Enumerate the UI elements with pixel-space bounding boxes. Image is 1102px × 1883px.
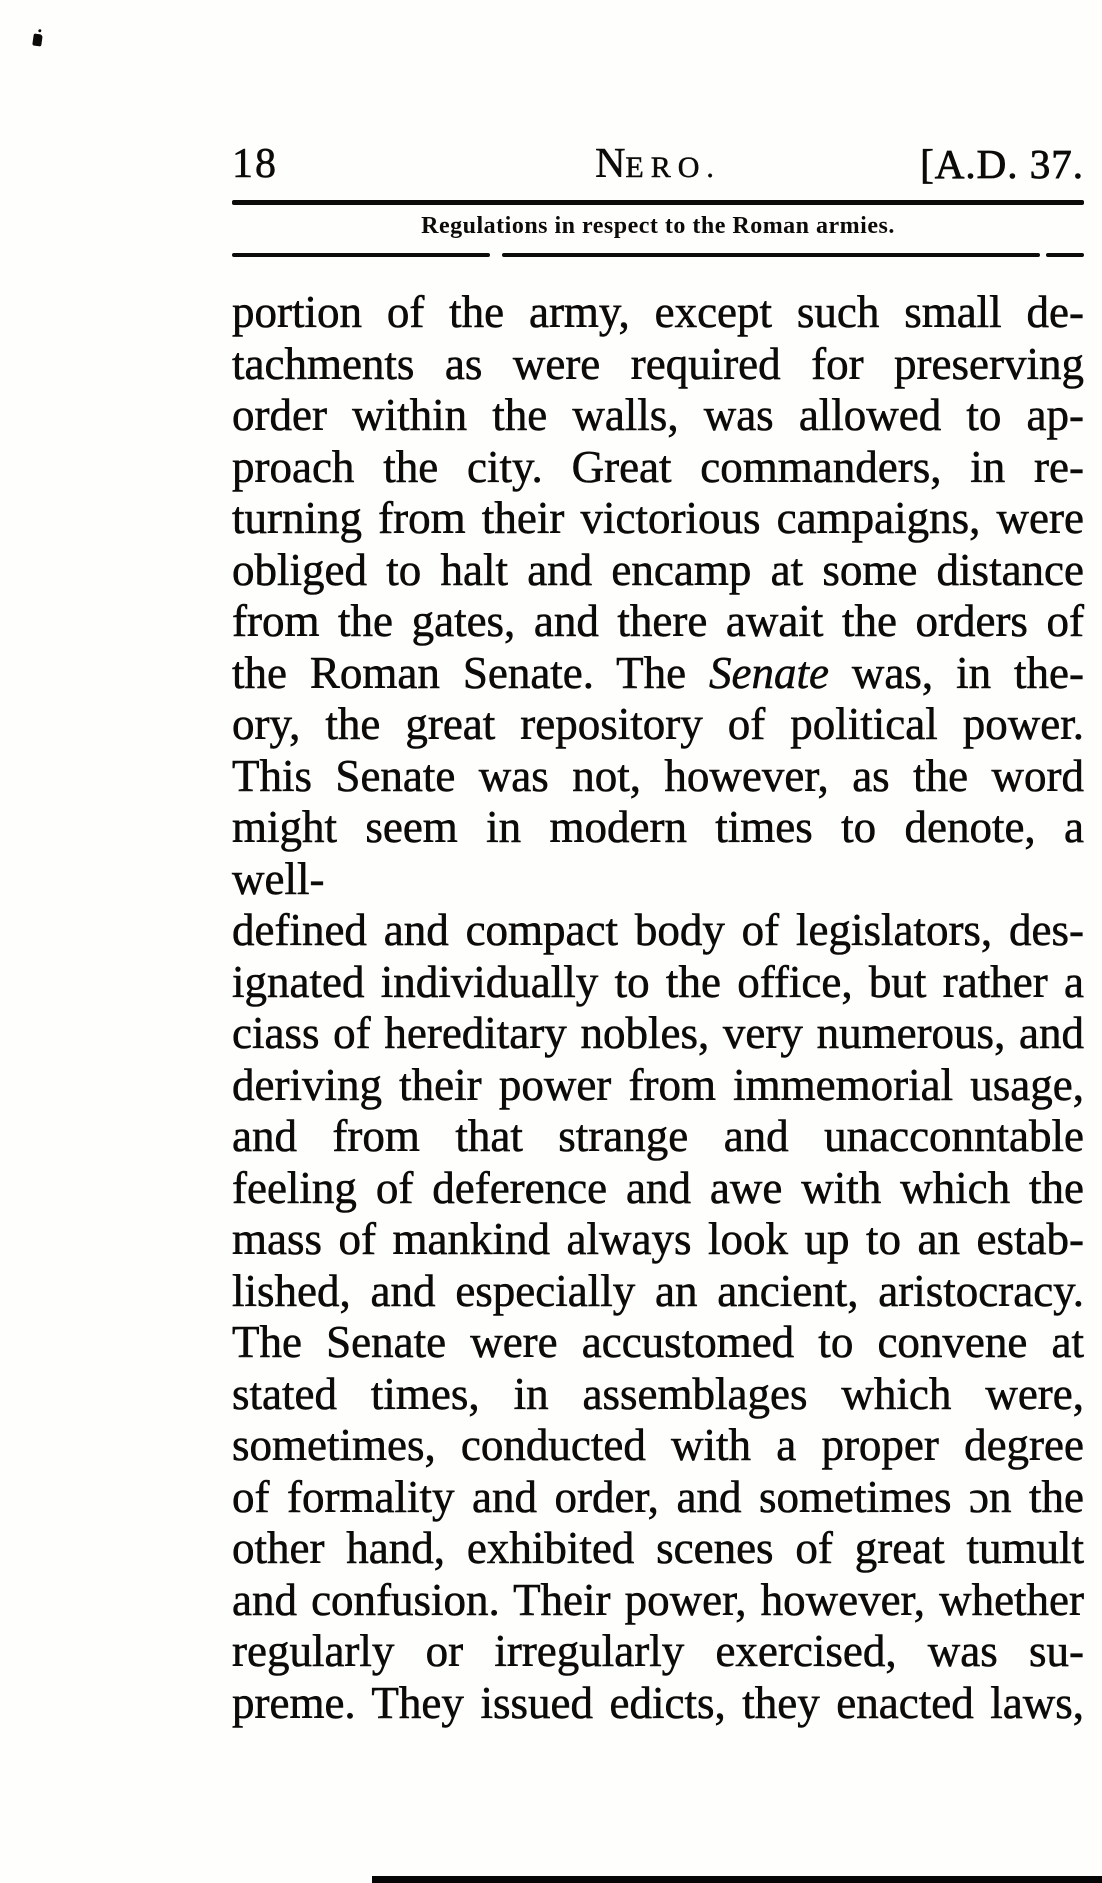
text-segment: was, in the- (829, 647, 1084, 698)
section-heading: Regulations in respect to the Roman armies. (421, 213, 895, 239)
text-segment: defined and compact body of legislators, des- (232, 905, 1084, 955)
text-line (232, 1626, 1084, 1678)
italic-text-segment: Senate (709, 647, 829, 698)
text-line (232, 545, 1084, 597)
page-number: 18 (232, 141, 278, 187)
text-segment: and confusion. Their power, however, whether (232, 1574, 1084, 1625)
text-segment: ory, the great repository of political power. (232, 699, 1084, 749)
text-line (232, 1060, 1084, 1112)
text-line (232, 1111, 1084, 1163)
text-segment: lished, and especially an ancient, aristocracy. (232, 1265, 1084, 1316)
text-segment: mass of mankind always look up to an estab- (232, 1214, 1084, 1264)
text-line (232, 802, 1084, 905)
text-segment: The Senate were accustomed to convene at (232, 1317, 1084, 1367)
text-segment: This Senate was not, however, as the word (232, 750, 1084, 801)
text-line (232, 596, 1084, 648)
rule-segment (232, 253, 490, 257)
running-title-initial: N (595, 141, 626, 187)
text-segment: ciass of hereditary nobles, very numerous, and (232, 1008, 1084, 1058)
text-segment: and from that strange and unacconntable (232, 1111, 1084, 1161)
text-line (232, 957, 1084, 1009)
text-segment: ignated individually to the office, but rather a (232, 956, 1084, 1007)
text-line (232, 339, 1084, 391)
text-segment: might seem in modern times to denote, a well- (232, 802, 1084, 904)
text-line (232, 1523, 1084, 1575)
text-line (232, 1008, 1084, 1060)
text-line (232, 905, 1084, 957)
text-segment: regularly or irregularly exercised, was su- (232, 1626, 1084, 1676)
text-segment: portion of the army, except such small de- (232, 287, 1084, 337)
text-line (232, 442, 1084, 494)
text-segment: order within the walls, was allowed to ap- (232, 390, 1084, 440)
text-segment: preme. They issued edicts, they enacted laws, (232, 1677, 1084, 1728)
text-line (232, 1420, 1084, 1472)
text-segment: obliged to halt and encamp at some distance (232, 544, 1084, 595)
running-title-smallcaps: ERO. (625, 151, 721, 184)
text-line (232, 1163, 1084, 1215)
text-segment: deriving their power from immemorial usage, (232, 1059, 1084, 1110)
text-segment: proach the city. Great commanders, in re- (232, 441, 1084, 492)
text-line (232, 493, 1084, 545)
text-segment: tachments as were required for preserving (232, 338, 1084, 389)
text-line (232, 1369, 1084, 1421)
body-text (232, 287, 1084, 1729)
text-segment: of formality and order, and sometimes ɔn the (232, 1471, 1084, 1522)
text-line (232, 648, 1084, 700)
text-line (232, 751, 1084, 803)
text-line (232, 1317, 1084, 1369)
text-segment: sometimes, conducted with a proper degree (232, 1420, 1084, 1470)
text-line (232, 1472, 1084, 1524)
text-line (232, 1266, 1084, 1318)
text-segment: stated times, in assemblages which were, (232, 1368, 1084, 1419)
text-line (232, 1214, 1084, 1266)
text-line (232, 1575, 1084, 1627)
text-segment: feeling of deference and awe with which the (232, 1162, 1084, 1213)
text-line (232, 1678, 1084, 1730)
scan-edge-artifact (372, 1876, 1102, 1883)
text-segment: the Roman Senate. The (232, 647, 710, 698)
subheading-rule (232, 253, 1084, 257)
text-line (232, 699, 1084, 751)
rule-segment (1046, 253, 1084, 257)
page-header (232, 132, 1084, 188)
text-segment: from the gates, and there await the orders of (232, 596, 1084, 646)
text-segment: turning from their victorious campaigns, were (232, 493, 1084, 543)
text-line (232, 390, 1084, 442)
text-segment: other hand, exhibited scenes of great tumult (232, 1523, 1084, 1573)
ink-speck (32, 33, 43, 46)
date-label: [A.D. 37. (920, 141, 1084, 187)
rule-segment (502, 253, 1040, 257)
text-line (232, 287, 1084, 339)
header-rule (232, 200, 1084, 205)
